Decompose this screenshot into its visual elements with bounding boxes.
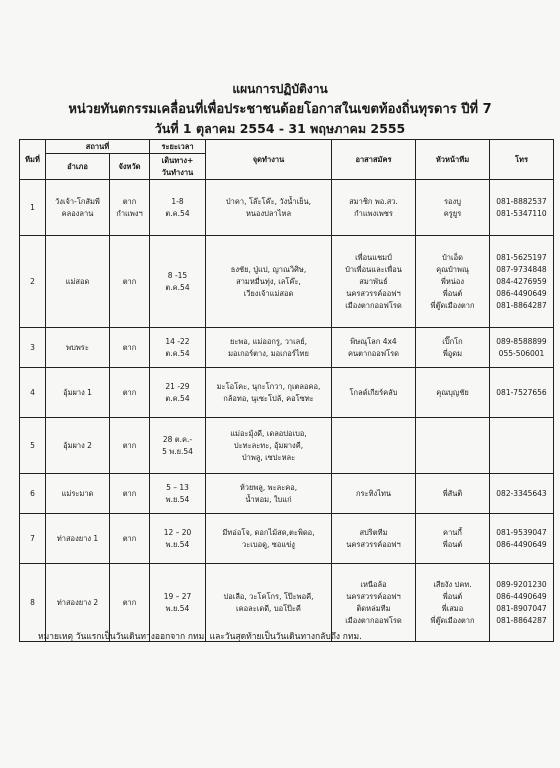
period-cell (150, 418, 206, 474)
phone-line: 081-9539047 (496, 527, 547, 537)
leader-cell (416, 514, 490, 564)
table-row (20, 236, 554, 328)
team-number-cell: 1 (20, 180, 46, 236)
phone-line: 081-8864287 (496, 300, 547, 310)
district-cell (46, 180, 110, 236)
doc-title: แผนการปฏิบัติงาน (232, 82, 328, 96)
sites-cell (206, 514, 332, 564)
district-line: แม่ระมาด (61, 488, 94, 498)
table-row (20, 328, 554, 368)
province-cell (110, 368, 150, 418)
phone-cell (490, 328, 554, 368)
leader-line: เปิ๊กโก (442, 336, 463, 346)
volunteer-cell (332, 514, 416, 564)
sites-cell (206, 474, 332, 514)
volunteer-line: กระทิงไทน (355, 488, 392, 498)
phone-line: 089-8588899 (496, 336, 547, 346)
district-cell (46, 514, 110, 564)
leader-line: พี่หน่อง (440, 276, 465, 286)
header-period: ระยะเวลา (150, 140, 206, 154)
leader-line: คานกี้ (443, 527, 462, 537)
volunteer-line: พิษณุโลก 4x4 (350, 336, 397, 346)
phone-line: 089-9201230 (496, 579, 547, 589)
team-number-cell: 7 (20, 514, 46, 564)
period-line: ต.ค.54 (165, 348, 190, 358)
phone-line: 081-8882537 (496, 196, 547, 206)
district-line: ท่าสองยาง 1 (56, 533, 99, 543)
period-line: ต.ค.54 (165, 282, 190, 292)
header-province: จังหวัด (110, 154, 150, 180)
phone-cell (490, 564, 554, 642)
leader-line: พี่ตู๊ดเมืองตาก (430, 300, 475, 310)
sites-line: สามหมื่นทุ่ง, เลโค๊ะ, (236, 276, 301, 286)
volunteer-cell (332, 236, 416, 328)
doc-date-range: วันที่ 1 ตุลาคม 2554 - 31 พฤษภาคม 2555 (154, 121, 406, 136)
leader-cell (416, 236, 490, 328)
period-line: 28 ต.ค.- (162, 434, 193, 444)
period-line: 8 -15 (167, 270, 188, 280)
leader-cell (416, 474, 490, 514)
province-cell (110, 514, 150, 564)
volunteer-line: ป๋าเพื่อนและเพื่อน (345, 264, 402, 274)
table-row (20, 474, 554, 514)
volunteer-line: กำแพงเพชร (354, 208, 393, 218)
period-line: ต.ค.54 (165, 393, 190, 403)
sites-line: ป่าคา, โล๊ะโค๊ะ, วังน้ำเย็น, (225, 196, 312, 206)
sites-line: ธงชัย, ปู่แป, ญาณวิศิษ, (230, 264, 307, 274)
header-travel: เดินทาง+ (161, 155, 194, 165)
sites-line: วะเบอดู, ซอแข่งู (242, 539, 295, 549)
phone-line: 081-8907047 (496, 603, 547, 613)
phone-line: 081-5347110 (496, 208, 547, 218)
sites-line: มีทอ่อโจ, ดอกไม้สด,ตะพิดอ, (222, 527, 315, 537)
province-line: ตาก (122, 276, 137, 286)
district-line: แม่สอด (65, 276, 90, 286)
period-cell (150, 328, 206, 368)
province-line: ตาก (122, 440, 137, 450)
leader-line: พี่อูดม (442, 348, 463, 358)
leader-line: ป๋าเอ็ด (442, 252, 463, 262)
volunteer-line: คนตากออฟโรด (347, 348, 399, 358)
period-line: 19 – 27 (163, 591, 192, 601)
schedule-table (19, 139, 554, 642)
volunteer-line: สมาพันธ์ (359, 276, 388, 286)
sites-cell (206, 180, 332, 236)
phone-cell (490, 368, 554, 418)
province-line: กำแพงฯ (116, 208, 143, 218)
sites-cell (206, 328, 332, 368)
leader-line: พี่อนต์ (442, 539, 463, 549)
leader-line: พี่ตู๊ดเมืองตาก (430, 615, 475, 625)
sites-line: ยะพอ, แม่ออกรู, วาเลย์, (229, 336, 308, 346)
volunteer-line: โกลด์เกียร์คลับ (349, 387, 398, 397)
leader-line: คุณบุญชัย (436, 387, 469, 397)
leader-cell (416, 368, 490, 418)
phone-cell (490, 236, 554, 328)
district-cell (46, 236, 110, 328)
volunteer-line: สปริตทีม (359, 527, 388, 537)
team-number-cell: 8 (20, 564, 46, 642)
sites-line: ห้วยพลู, พะละคอ, (239, 482, 298, 492)
sites-line: เวียงเจ้าแม่สอด (243, 288, 294, 298)
period-line: 14 -22 (165, 336, 190, 346)
province-line: ตาก (122, 387, 137, 397)
leader-line: คุณป๋าพณุ (436, 264, 469, 274)
district-cell (46, 368, 110, 418)
phone-line: 081-8864287 (496, 615, 547, 625)
leader-line: พี่เสมอ (441, 603, 464, 613)
volunteer-line: เมืองตากออฟโรด (345, 300, 402, 310)
phone-cell (490, 418, 554, 474)
header-volunteer: อาสาสมัคร (332, 140, 416, 180)
sites-line: มอเกอร์ตาง, มอเกอร์ไทย (228, 348, 309, 358)
footnote: หมายเหตุ วันแรกเป็นวันเดินทางออกจาก กทม. และวันสุดท้ายเป็นวันเดินทางกลับถึง กทม. (38, 632, 362, 642)
header-sites: จุดทำงาน (206, 140, 332, 180)
sites-line: น้ำหอม, ใบแก่ (245, 494, 292, 504)
period-line: พ.ย.54 (165, 494, 190, 504)
header-workday: วันทำงาน (161, 167, 194, 177)
province-cell (110, 328, 150, 368)
province-cell (110, 236, 150, 328)
district-cell (46, 418, 110, 474)
period-line: 5 พ.ย.54 (162, 446, 193, 456)
leader-cell (416, 328, 490, 368)
leader-cell (416, 180, 490, 236)
leader-line: เสียงัง ปคท. (433, 579, 472, 589)
volunteer-line: นครสวรรค์ออฟฯ (346, 591, 401, 601)
period-cell (150, 236, 206, 328)
phone-line: 081-7527656 (496, 387, 547, 397)
phone-line: 086-4490649 (496, 539, 547, 549)
sites-cell (206, 236, 332, 328)
province-line: ตาก (122, 597, 137, 607)
volunteer-cell (332, 474, 416, 514)
district-line: อุ้มผาง 2 (63, 440, 92, 450)
period-cell (150, 180, 206, 236)
province-line: ตาก (122, 196, 137, 206)
province-cell (110, 418, 150, 474)
phone-line: 081-5625197 (496, 252, 547, 262)
sites-cell (206, 418, 332, 474)
leader-line: รองบู (444, 196, 461, 206)
district-line: วังเจ้า-โกสัมพี (55, 196, 100, 206)
phone-line: 087-9734848 (496, 264, 547, 274)
sites-line: ปะทะละทะ, อุ้มผางคี, (233, 440, 304, 450)
province-cell (110, 474, 150, 514)
table-row (20, 180, 554, 236)
phone-line: 086-4490649 (496, 591, 547, 601)
header-team: ทีมที่ (20, 140, 46, 180)
header-place: สถานที่ (46, 140, 150, 154)
team-number-cell: 4 (20, 368, 46, 418)
province-line: ตาก (122, 533, 137, 543)
period-line: 5 – 13 (166, 482, 189, 492)
phone-cell (490, 474, 554, 514)
header-travel-workday (150, 154, 206, 180)
volunteer-cell (332, 180, 416, 236)
province-line: ตาก (122, 342, 137, 352)
volunteer-line: ติดหล่มทีม (356, 603, 391, 613)
volunteer-line: เหนือล้อ (360, 579, 387, 589)
volunteer-cell (332, 418, 416, 474)
district-cell (46, 328, 110, 368)
period-line: พ.ย.54 (165, 539, 190, 549)
district-line: ท่าสองยาง 2 (56, 597, 99, 607)
period-cell (150, 514, 206, 564)
period-line: ต.ค.54 (165, 208, 190, 218)
phone-cell (490, 514, 554, 564)
leader-line: พี่อนต์ (442, 288, 463, 298)
table-row (20, 368, 554, 418)
sites-line: หนองปลาไหล (245, 208, 292, 218)
sites-line: ปอเลือ, วะโคโกร, โป๊ะพอคี, (223, 591, 314, 601)
phone-line: 055-506001 (498, 348, 545, 358)
sites-line: แม่อะมุ้งดี, เดลอปอเบอ, (230, 428, 307, 438)
district-line: คลองลาน (61, 208, 94, 218)
period-line: 21 -29 (165, 381, 190, 391)
sites-cell (206, 368, 332, 418)
sites-line: มะโอโคะ, นุกะโกวา, กุเตลอคอ, (216, 381, 321, 391)
team-number-cell: 3 (20, 328, 46, 368)
volunteer-line: สมาชิก พอ.สว. (349, 196, 398, 206)
district-line: อุ้มผาง 1 (63, 387, 92, 397)
header-leader: หัวหน้าทีม (416, 140, 490, 180)
phone-line: 082-3345643 (496, 488, 547, 498)
team-number-cell: 2 (20, 236, 46, 328)
period-cell (150, 474, 206, 514)
team-number-cell: 6 (20, 474, 46, 514)
volunteer-line: เพื่อนแชมป์ (355, 252, 392, 262)
volunteer-cell (332, 368, 416, 418)
leader-cell (416, 418, 490, 474)
province-cell (110, 180, 150, 236)
phone-line: 084-4276959 (496, 276, 547, 286)
volunteer-line: เมืองตากออฟโรด (345, 615, 402, 625)
sites-line: กล้อทอ, นุเซะโปล้, คอโซทะ (223, 393, 314, 403)
leader-line: ครูยูร (443, 208, 462, 218)
period-cell (150, 368, 206, 418)
phone-cell (490, 180, 554, 236)
phone-line: 086-4490649 (496, 288, 547, 298)
province-line: ตาก (122, 488, 137, 498)
period-line: 1-8 (171, 196, 184, 206)
district-line: พบพระ (66, 342, 89, 352)
sites-line: ป่าพลู, เซปะหละ (241, 452, 296, 462)
header-district: อำเภอ (46, 154, 110, 180)
volunteer-cell (332, 328, 416, 368)
volunteer-line: นครสวรรค์ออฟฯ (346, 288, 401, 298)
leader-line: พี่สันติ (442, 488, 463, 498)
table-row (20, 514, 554, 564)
team-number-cell: 5 (20, 418, 46, 474)
leader-line: พี่อนต์ (442, 591, 463, 601)
district-cell (46, 474, 110, 514)
table-row (20, 418, 554, 474)
header-phone: โทร (490, 140, 554, 180)
period-line: 12 – 20 (163, 527, 192, 537)
doc-subtitle: หน่วยทันตกรรมเคลื่อนที่เพื่อประชาชนด้อยโอกาสในเขตท้องถิ่นทุรดาร ปีที่ 7 (68, 102, 492, 117)
volunteer-line: นครสวรรค์ออฟฯ (346, 539, 401, 549)
sites-line: เคอละเดดี, บอโป๊ะคี (236, 603, 301, 613)
leader-cell (416, 564, 490, 642)
period-line: พ.ย.54 (165, 603, 190, 613)
